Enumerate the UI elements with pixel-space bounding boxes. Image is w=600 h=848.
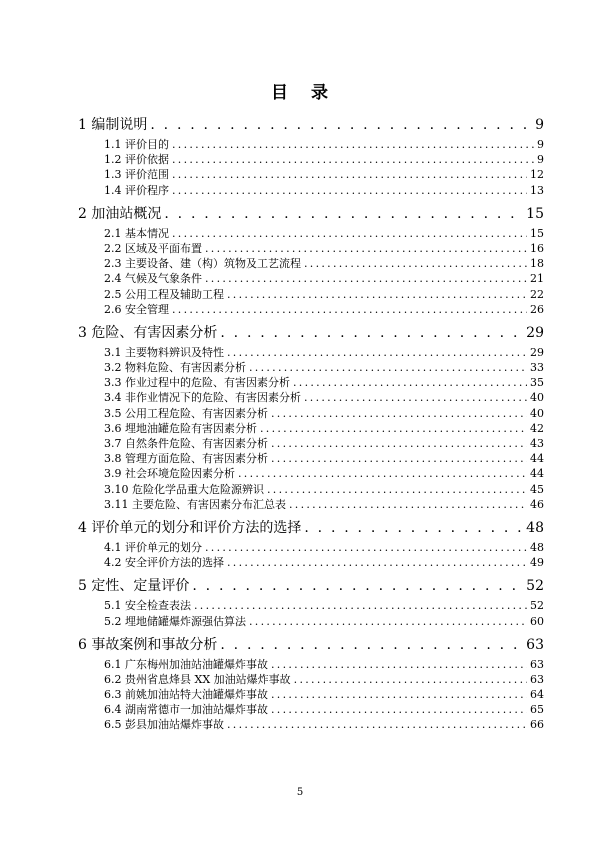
toc-leader-dots [238, 466, 527, 481]
toc-chapter-entry[interactable] [78, 516, 544, 540]
toc-entry-label: 6.4 湖南常德市一加油站爆炸事故 [104, 703, 268, 717]
toc-section-entry[interactable] [78, 167, 544, 182]
toc-title [0, 78, 600, 103]
toc-entry-label: 6.5 彭县加油站爆炸事故 [104, 718, 224, 732]
toc-section-entry[interactable] [78, 702, 544, 717]
toc-leader-dots [227, 345, 527, 360]
toc-entry-label: 6.1 广东梅州加油站油罐爆炸事故 [104, 657, 268, 671]
toc-leader-dots [205, 241, 527, 256]
toc-leader-dots [304, 390, 527, 405]
toc-chapter-group [78, 516, 544, 570]
toc-section-entry[interactable] [78, 717, 544, 732]
toc-entry-page: 29 [530, 345, 544, 359]
toc-entry-label: 1.4 评价程序 [104, 183, 169, 197]
toc-leader-dots [271, 406, 527, 421]
toc-entry-page: 16 [530, 241, 544, 255]
toc-entry-page: 21 [530, 272, 544, 286]
toc-entry-page: 9 [537, 138, 544, 151]
toc-entry-label: 2.4 气候及气象条件 [104, 272, 202, 286]
toc-entry-label: 3.11 主要危险、有害因素分布汇总表 [104, 497, 286, 511]
toc-entry-page: 63 [526, 636, 544, 653]
toc-leader-dots [172, 226, 527, 241]
toc-entry-page: 40 [530, 391, 544, 405]
toc-section-entry[interactable] [78, 672, 544, 687]
toc-entry-page: 48 [530, 540, 544, 554]
toc-leader-dots [271, 657, 527, 672]
toc-entry-label: 3.10 危险化学品重大危险源辨识 [104, 482, 264, 496]
toc-section-entry[interactable] [78, 226, 544, 241]
toc-entry-page: 63 [530, 657, 544, 671]
toc-leader-dots [249, 614, 527, 629]
toc-section-entry[interactable] [78, 436, 544, 451]
toc-section-entry[interactable] [78, 598, 544, 613]
toc-entry-label: 2 加油站概况 [78, 205, 162, 222]
toc-entry-page: 15 [526, 205, 544, 222]
toc-entry-label: 4.2 安全评价方法的选择 [104, 556, 224, 570]
toc-leader-dots [192, 574, 523, 598]
toc-leader-dots [304, 516, 523, 540]
toc-entry-page: 29 [526, 324, 544, 341]
toc-leader-dots [304, 256, 527, 271]
toc-entry-page: 60 [530, 614, 544, 628]
page-number: 5 [296, 787, 304, 798]
toc-leader-dots [267, 482, 527, 497]
toc-section-entry[interactable] [78, 256, 544, 271]
toc-chapter-entry[interactable] [78, 321, 544, 345]
toc-leader-dots [172, 137, 534, 152]
toc-section-entry[interactable] [78, 466, 544, 481]
toc-section-entry[interactable] [78, 657, 544, 672]
toc-leader-dots [220, 321, 523, 345]
toc-section-entry[interactable] [78, 271, 544, 286]
toc-entry-label: 6.2 贵州省息烽县 XX 加油站爆炸事故 [104, 672, 291, 686]
toc-section-entry[interactable] [78, 540, 544, 555]
toc-leader-dots [172, 183, 527, 198]
toc-section-entry[interactable] [78, 497, 544, 512]
table-of-contents [78, 113, 544, 737]
toc-entry-label: 1.1 评价目的 [104, 138, 169, 151]
toc-leader-dots [293, 375, 527, 390]
toc-section-entry[interactable] [78, 421, 544, 436]
toc-section-entry[interactable] [78, 687, 544, 702]
toc-entry-page: 9 [537, 153, 544, 167]
toc-entry-page: 64 [530, 688, 544, 702]
toc-entry-label: 3.6 埋地油罐危险有害因素分析 [104, 421, 257, 435]
toc-chapter-group [78, 202, 544, 317]
toc-entry-label: 2.2 区域及平面布置 [104, 241, 202, 255]
toc-title-left: 目 [271, 83, 289, 103]
toc-section-entry[interactable] [78, 406, 544, 421]
toc-entry-page: 12 [530, 168, 544, 182]
toc-entry-page: 66 [530, 718, 544, 732]
toc-entry-page: 46 [530, 497, 544, 511]
toc-leader-dots [220, 633, 523, 657]
toc-leader-dots [194, 598, 527, 613]
toc-leader-dots [271, 451, 527, 466]
toc-section-entry[interactable] [78, 152, 544, 167]
toc-entry-page: 45 [530, 482, 544, 496]
toc-entry-label: 3.5 公用工程危险、有害因素分析 [104, 406, 268, 420]
toc-entry-page: 42 [530, 421, 544, 435]
toc-entry-label: 2.5 公用工程及辅助工程 [104, 287, 224, 301]
toc-section-entry[interactable] [78, 345, 544, 360]
toc-section-entry[interactable] [78, 451, 544, 466]
toc-leader-dots [294, 672, 527, 687]
toc-chapter-entry[interactable] [78, 113, 544, 137]
toc-entry-label: 3 危险、有害因素分析 [78, 324, 218, 341]
toc-entry-label: 2.1 基本情况 [104, 226, 169, 240]
toc-entry-page: 40 [530, 406, 544, 420]
toc-entry-label: 6.3 前姚加油站特大油罐爆炸事故 [104, 688, 268, 702]
toc-leader-dots [172, 152, 534, 167]
toc-entry-label: 3.2 物料危险、有害因素分析 [104, 361, 246, 375]
toc-chapter-entry[interactable] [78, 633, 544, 657]
toc-entry-page: 49 [530, 556, 544, 570]
toc-leader-dots [249, 360, 527, 375]
toc-entry-label: 3.3 作业过程中的危险、有害因素分析 [104, 376, 290, 390]
toc-leader-dots [289, 497, 527, 512]
toc-entry-page: 22 [530, 287, 544, 301]
toc-chapter-entry[interactable] [78, 574, 544, 598]
toc-title-right: 录 [311, 83, 329, 103]
toc-entry-page: 43 [530, 437, 544, 450]
toc-leader-dots [227, 555, 527, 570]
toc-entry-label: 3.4 非作业情况下的危险、有害因素分析 [104, 391, 301, 405]
toc-entry-page: 9 [535, 117, 544, 133]
toc-entry-page: 52 [530, 599, 544, 613]
toc-entry-label: 3.1 主要物料辨识及特性 [104, 345, 224, 359]
toc-section-entry[interactable] [78, 614, 544, 629]
toc-entry-label: 1.2 评价依据 [104, 153, 169, 167]
toc-chapter-group [78, 113, 544, 198]
toc-section-entry[interactable] [78, 241, 544, 256]
toc-chapter-group [78, 321, 544, 512]
toc-leader-dots [164, 202, 523, 226]
toc-entry-label: 3.7 自然条件危险、有害因素分析 [104, 437, 268, 450]
toc-leader-dots [205, 271, 527, 286]
toc-entry-label: 1 编制说明 [78, 117, 148, 133]
toc-entry-label: 2.3 主要设备、建（构）筑物及工艺流程 [104, 257, 301, 271]
toc-entry-page: 44 [530, 452, 544, 466]
toc-entry-label: 5.2 埋地储罐爆炸源强估算法 [104, 614, 246, 628]
toc-leader-dots [172, 167, 527, 182]
toc-section-entry[interactable] [78, 287, 544, 302]
toc-leader-dots [271, 687, 527, 702]
toc-section-entry[interactable] [78, 302, 544, 317]
toc-entry-label: 2.6 安全管理 [104, 302, 169, 316]
toc-entry-label: 3.8 管理方面危险、有害因素分析 [104, 452, 268, 466]
toc-entry-page: 33 [530, 361, 544, 375]
toc-section-entry[interactable] [78, 137, 544, 152]
toc-leader-dots [271, 702, 527, 717]
toc-chapter-entry[interactable] [78, 202, 544, 226]
toc-entry-label: 4 评价单元的划分和评价方法的选择 [78, 519, 302, 536]
toc-entry-page: 63 [530, 672, 544, 686]
toc-chapter-group [78, 574, 544, 628]
toc-entry-page: 18 [530, 257, 544, 271]
toc-entry-label: 6 事故案例和事故分析 [78, 636, 218, 653]
toc-entry-page: 52 [526, 578, 544, 595]
toc-leader-dots [172, 302, 527, 317]
toc-entry-page: 26 [530, 302, 544, 316]
toc-entry-label: 3.9 社会环境危险因素分析 [104, 467, 235, 481]
toc-entry-label: 1.3 评价范围 [104, 168, 169, 182]
toc-section-entry[interactable] [78, 390, 544, 405]
toc-entry-label: 4.1 评价单元的划分 [104, 540, 202, 554]
toc-leader-dots [205, 540, 527, 555]
toc-leader-dots [227, 287, 527, 302]
toc-section-entry[interactable] [78, 555, 544, 570]
toc-chapter-group [78, 633, 544, 733]
toc-leader-dots [150, 113, 532, 137]
toc-section-entry[interactable] [78, 183, 544, 198]
toc-section-entry[interactable] [78, 360, 544, 375]
toc-section-entry[interactable] [78, 375, 544, 390]
toc-leader-dots [227, 717, 527, 732]
toc-entry-page: 65 [530, 703, 544, 717]
toc-section-entry[interactable] [78, 482, 544, 497]
toc-entry-page: 35 [530, 376, 544, 390]
toc-entry-page: 15 [530, 226, 544, 240]
toc-leader-dots [260, 421, 527, 436]
toc-entry-label: 5.1 安全检查表法 [104, 599, 191, 613]
toc-entry-page: 48 [526, 519, 544, 536]
toc-entry-label: 5 定性、定量评价 [78, 578, 190, 595]
toc-leader-dots [271, 436, 527, 451]
toc-entry-page: 13 [530, 183, 544, 197]
toc-entry-page: 44 [530, 467, 544, 481]
